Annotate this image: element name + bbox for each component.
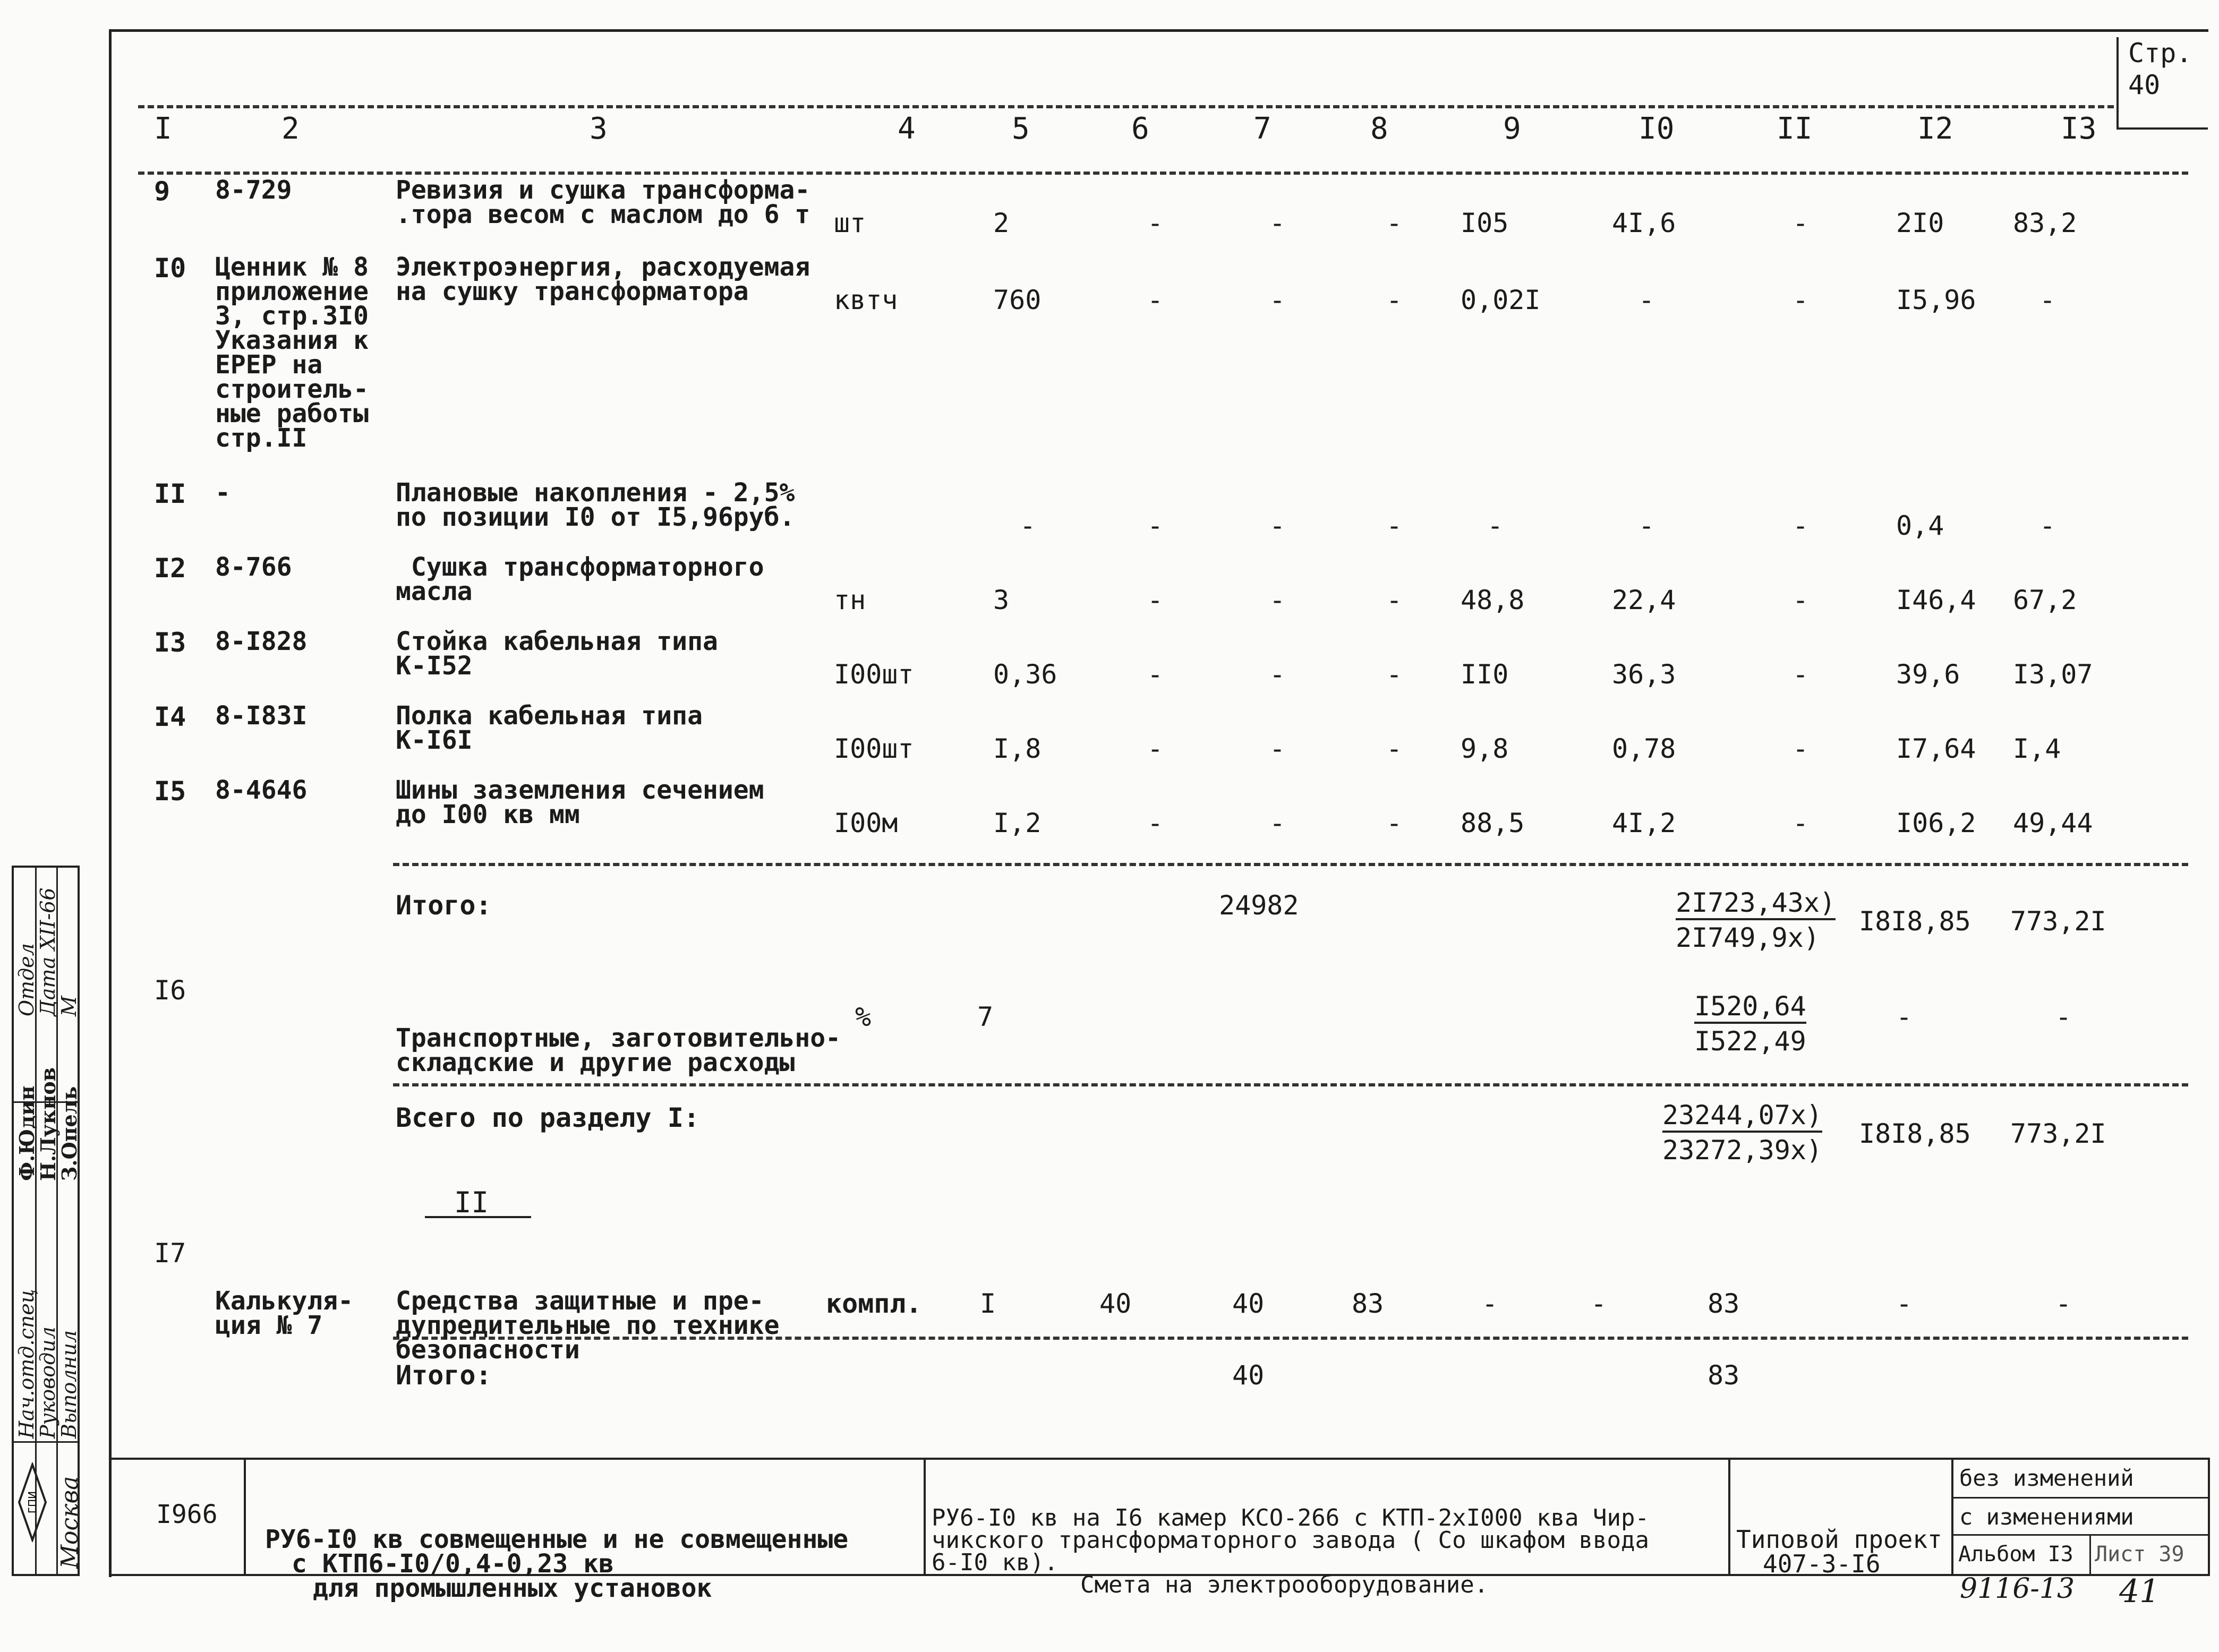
row-description: Ревизия и сушка трансформа- .тора весом с маслом до 6 т: [396, 175, 810, 229]
row-number: I0: [154, 253, 186, 284]
row-code: 8-729: [215, 175, 292, 205]
role-executor: Выполнил: [57, 1330, 81, 1439]
row17-col10: -: [1591, 1288, 1607, 1319]
status-unchanged: без изменений: [1959, 1465, 2134, 1491]
row17-code: Калькуля- ция № 7: [215, 1286, 354, 1340]
row-number: I2: [154, 553, 186, 584]
row-c5: 760: [993, 285, 1042, 315]
date-label: Дата XII-66: [36, 887, 59, 1016]
row-c11: -: [1793, 285, 1809, 315]
row-c9: II0: [1461, 659, 1509, 690]
row17-col12: -: [1896, 1288, 1913, 1319]
column-header-12: I2: [1917, 112, 1953, 146]
section-ii-underline: [425, 1216, 531, 1218]
row-c7: -: [1269, 285, 1286, 315]
vsego-col12: I8I8,85: [1859, 1118, 1971, 1149]
row-c10: 0,78: [1612, 733, 1676, 764]
row17-col9: -: [1482, 1288, 1498, 1319]
header-bottom-line: [138, 172, 2188, 175]
row-number: II: [154, 478, 186, 509]
row-c10: 4I,2: [1612, 808, 1676, 838]
row-number: 9: [154, 176, 170, 207]
row16-col5: 7: [977, 1002, 994, 1032]
row-c6: -: [1147, 585, 1164, 615]
column-header-6: 6: [1131, 112, 1149, 146]
svg-text:ГПИ: ГПИ: [26, 1491, 39, 1514]
name-executor: З.Опель: [57, 1086, 81, 1181]
row-c6: -: [1147, 510, 1164, 541]
row-c12: 39,6: [1896, 659, 1960, 690]
name-head: Ф.Юдин: [15, 1085, 39, 1181]
year: I966: [156, 1500, 218, 1529]
row-c6: -: [1147, 808, 1164, 838]
row17-col13: -: [2055, 1288, 2072, 1319]
row-c5: 3: [993, 585, 1010, 615]
archive-page: 41: [2119, 1573, 2160, 1610]
row-c10: -: [1638, 510, 1655, 541]
row-c13: -: [2039, 285, 2056, 315]
row-c6: -: [1147, 285, 1164, 315]
status-changed: с изменениями: [1959, 1504, 2134, 1530]
role-lead: Руководил: [36, 1326, 59, 1439]
row17-unit: компл.: [826, 1288, 922, 1319]
row-number: I3: [154, 627, 186, 658]
row-c7: -: [1269, 808, 1286, 838]
column-header-3: 3: [590, 112, 608, 146]
row-unit: I00шт: [834, 659, 914, 690]
vsego-col13: 773,2I: [2010, 1118, 2106, 1149]
page-label: Стр.: [2128, 38, 2192, 69]
row-c8: -: [1386, 808, 1403, 838]
section-ii-heading: II: [454, 1186, 489, 1219]
itogo1-col13: 773,2I: [2010, 906, 2106, 937]
itogo1-col10: $\frac{2I723,43x)}{2I749,9x)}$: [1676, 887, 1836, 953]
row-c11: -: [1793, 808, 1809, 838]
row-unit: шт: [834, 208, 866, 238]
row-c6: -: [1147, 659, 1164, 690]
row-code: -: [215, 478, 231, 508]
row-c5: 2: [993, 208, 1010, 238]
row-c12: 0,4: [1896, 510, 1944, 541]
row-c13: -: [2039, 510, 2056, 541]
dept-label: Отдел: [15, 943, 38, 1016]
page-number: 40: [2128, 70, 2161, 100]
row-c11: -: [1793, 659, 1809, 690]
row-c11: -: [1793, 585, 1809, 615]
column-header-7: 7: [1253, 112, 1271, 146]
row-c5: I,8: [993, 733, 1042, 764]
row-c7: -: [1269, 585, 1286, 615]
row-c7: -: [1269, 208, 1286, 238]
row-number: I5: [154, 776, 186, 807]
row-number: I4: [154, 701, 186, 732]
row-c13: I,4: [2013, 733, 2061, 764]
row-c6: -: [1147, 208, 1164, 238]
row17-col8: 83: [1352, 1288, 1384, 1319]
column-header-4: 4: [898, 112, 916, 146]
row-c10: -: [1638, 285, 1655, 315]
row17-desc: Средства защитные и пре- дупредительные по технике безопасности: [396, 1286, 780, 1365]
itogo2-col11: 83: [1708, 1360, 1740, 1391]
row-description: Полка кабельная типа К-I6I: [396, 701, 703, 755]
row-c9: 0,02I: [1461, 285, 1541, 315]
column-header-2: 2: [281, 112, 300, 146]
row-c13: 83,2: [2013, 208, 2077, 238]
row16-unit: %: [855, 1002, 872, 1032]
row17-col6: 40: [1099, 1288, 1132, 1319]
itogo1-label: Итого:: [396, 890, 492, 921]
row-c5: -: [1020, 510, 1036, 541]
row-description: Шины заземления сечением до I00 кв мм: [396, 775, 764, 829]
signature-strip: [12, 866, 83, 1576]
row-code: 8-I828: [215, 627, 308, 656]
row-c6: -: [1147, 733, 1164, 764]
row-c8: -: [1386, 659, 1403, 690]
itogo2-col7: 40: [1232, 1360, 1265, 1391]
project-title: РУ6-I0 кв совмещенные и не совмещенные с КТП6-I0/0,4-0,23 кв для промышленных установок: [265, 1525, 849, 1603]
row-c8: -: [1386, 285, 1403, 315]
vsego-col10: $\frac{23244,07x)}{23272,39x)}$: [1662, 1100, 1823, 1166]
row-c10: 4I,6: [1612, 208, 1676, 238]
row-description: Стойка кабельная типа К-I52: [396, 627, 718, 681]
column-header-10: I0: [1638, 112, 1675, 146]
row16-desc: Транспортные, заготовительно- складские и другие расходы: [396, 1023, 841, 1077]
row-c13: I3,07: [2013, 659, 2093, 690]
row17-col11: 83: [1708, 1288, 1740, 1319]
row-unit: квтч: [834, 285, 898, 315]
itogo1-line: [393, 863, 2188, 866]
row17-col7: 40: [1232, 1288, 1265, 1319]
row17-col5: I: [980, 1288, 996, 1319]
sheet-number: Лист 39: [2095, 1542, 2184, 1567]
row-unit: I00шт: [834, 733, 914, 764]
sheet-description: РУ6-I0 кв на I6 камер КСО-266 с КТП-2хI000 ква Чир- чикского трансформаторного завода ( Со шкафом ввода 6-I0 кв). Смета на электрооборудование.: [932, 1504, 1650, 1598]
row17-number: I7: [154, 1238, 186, 1269]
row-c9: I05: [1461, 208, 1509, 238]
row-code: 8-766: [215, 552, 292, 582]
row-c5: 0,36: [993, 659, 1057, 690]
header-top-line: [138, 105, 2114, 108]
page-number-box: [2116, 37, 2208, 130]
itogo2-label: Итого:: [396, 1360, 492, 1391]
column-header-5: 5: [1012, 112, 1030, 146]
row-c12: I7,64: [1896, 733, 1976, 764]
row-c8: -: [1386, 585, 1403, 615]
row-c12: I46,4: [1896, 585, 1976, 615]
row-unit: тн: [834, 585, 866, 615]
row-unit: I00м: [834, 808, 898, 838]
row-c9: -: [1487, 510, 1504, 541]
city: Москва: [56, 1476, 83, 1569]
archive-number: 9116-13: [1960, 1573, 2075, 1605]
row-c9: 88,5: [1461, 808, 1525, 838]
column-header-9: 9: [1503, 112, 1521, 146]
itogo1-col12: I8I8,85: [1859, 906, 1971, 937]
row-c8: -: [1386, 733, 1403, 764]
row-c11: -: [1793, 208, 1809, 238]
row16-col13: -: [2055, 1002, 2072, 1032]
column-header-1: I: [154, 112, 172, 146]
row-c7: -: [1269, 510, 1286, 541]
row-c10: 36,3: [1612, 659, 1676, 690]
project-number: Типовой проект 407-3-I6: [1736, 1525, 1942, 1578]
row-description: Сушка трансформаторного масла: [396, 552, 764, 606]
row16-number: I6: [154, 975, 186, 1006]
row-c12: I06,2: [1896, 808, 1976, 838]
row-c12: I5,96: [1896, 285, 1976, 315]
row-c13: 67,2: [2013, 585, 2077, 615]
institute-logo: [17, 1462, 48, 1542]
row-c11: -: [1793, 733, 1809, 764]
row16-col10: $\frac{I520,64}{I522,49}$: [1694, 991, 1806, 1057]
row-c9: 48,8: [1461, 585, 1525, 615]
name-lead: Н.Лукнов: [36, 1067, 60, 1181]
itogo1-col7: 24982: [1219, 890, 1299, 921]
row-c7: -: [1269, 733, 1286, 764]
album-number: Альбом I3: [1958, 1542, 2073, 1567]
row-c11: -: [1793, 510, 1809, 541]
column-header-8: 8: [1370, 112, 1388, 146]
row-c10: 22,4: [1612, 585, 1676, 615]
row-c12: 2I0: [1896, 208, 1944, 238]
row-c13: 49,44: [2013, 808, 2093, 838]
dept-mark: М: [57, 996, 81, 1016]
row-c8: -: [1386, 208, 1403, 238]
role-head: Нач.отд.спец: [15, 1289, 38, 1439]
row-c9: 9,8: [1461, 733, 1509, 764]
row-description: Плановые накопления - 2,5% по позиции I0 от I5,96руб.: [396, 478, 795, 532]
row-code: Ценник № 8 приложение 3, стр.3I0 Указания к ЕРЕР на строитель- ные работы стр.II: [215, 252, 369, 453]
row16-col12: -: [1896, 1002, 1913, 1032]
column-header-13: I3: [2061, 112, 2097, 146]
row-c7: -: [1269, 659, 1286, 690]
row-c5: I,2: [993, 808, 1042, 838]
row-c8: -: [1386, 510, 1403, 541]
row-code: 8-4646: [215, 775, 308, 805]
vsego-label: Всего по разделу I:: [396, 1102, 699, 1133]
row-code: 8-I83I: [215, 701, 308, 731]
column-header-11: II: [1777, 112, 1813, 146]
row-description: Электроэнергия, расходуемая на сушку трансформатора: [396, 252, 810, 306]
